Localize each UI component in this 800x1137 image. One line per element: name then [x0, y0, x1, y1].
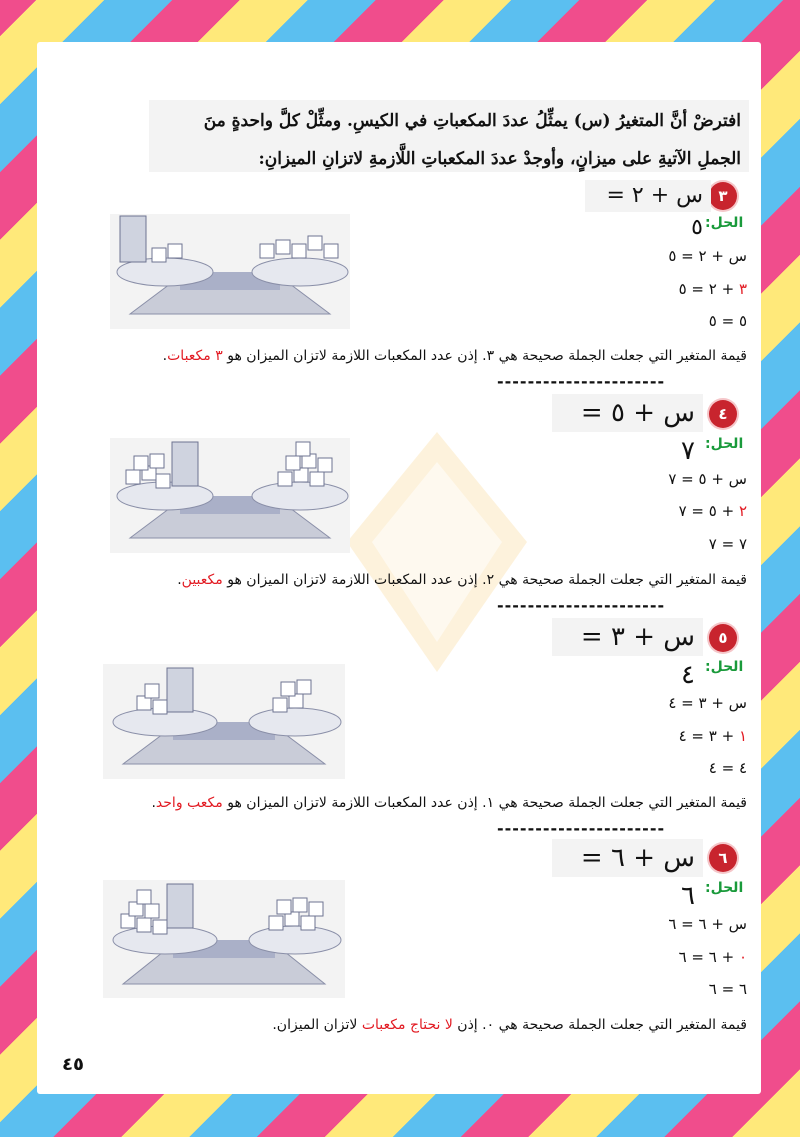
conclusion-main: قيمة المتغير التي جعلت الجملة صحيحة هي ٠. إذن: [452, 1017, 747, 1033]
dashed-divider: ----------------------: [497, 596, 666, 615]
solution-label: الحل:: [705, 659, 744, 675]
problem-number-badge: ٤: [709, 400, 737, 428]
conclusion-text: [37, 572, 747, 588]
solution-step-2: [627, 280, 747, 298]
variable-value: ٠: [738, 948, 747, 966]
step-2-rest: + ٢ = ٥: [678, 280, 739, 298]
problem-equation: س + ٣ = ٤: [552, 618, 703, 656]
step-2-rest: + ٣ = ٤: [678, 727, 739, 745]
solution-label: الحل:: [705, 436, 744, 452]
solution-step-3: ٤ = ٤: [708, 759, 747, 777]
instructions-line-1: افترضْ أنَّ المتغيرُ (س) يمثِّلُ عددَ المكعباتِ في الكيسِ. ومثِّلْ كلَّ واحدةٍ منَ: [203, 111, 741, 131]
problem-number-badge: ٣: [709, 182, 737, 210]
conclusion-answer: لا نحتاج مكعبات: [361, 1017, 453, 1033]
book-watermark-icon: [337, 422, 537, 682]
worksheet-page: [37, 42, 761, 1094]
solution-step-3: ٥ = ٥: [708, 312, 747, 330]
conclusion-text: [37, 348, 747, 364]
solution-step-3: ٦ = ٦: [708, 980, 747, 998]
problem-number-badge: ٥: [709, 624, 737, 652]
problem-number-badge: ٦: [709, 844, 737, 872]
conclusion-answer: مكعبين: [181, 572, 223, 588]
variable-value: ١: [738, 727, 747, 745]
conclusion-end: .: [177, 572, 182, 588]
conclusion-main: قيمة المتغير التي جعلت الجملة صحيحة هي ٣. إذن عدد المكعبات اللازمة لاتزان الميزان هو: [222, 348, 747, 364]
solution-label: الحل:: [705, 880, 744, 896]
instructions: [149, 100, 749, 172]
conclusion-answer: ٣ مكعبات: [167, 348, 223, 364]
solution-label: الحل:: [705, 215, 744, 231]
balance-scale-image: [103, 664, 345, 779]
problem-equation: س + ٦ = ٦: [552, 839, 703, 877]
conclusion-end: .: [162, 348, 168, 364]
conclusion-main: قيمة المتغير التي جعلت الجملة صحيحة هي ١. إذن عدد المكعبات اللازمة لاتزان الميزان هو: [222, 795, 747, 811]
variable-value: ٣: [738, 280, 747, 298]
conclusion-text: [37, 1017, 747, 1033]
conclusion-text: [37, 795, 747, 811]
solution-step-1: س + ٦ = ٦: [668, 915, 747, 933]
conclusion-end: .: [151, 795, 156, 811]
solution-step-1: س + ٥ = ٧: [668, 470, 747, 488]
instructions-line-2: الجملِ الآتيةِ على ميزانٍ، وأوجدْ عددَ المكعباتِ اللَّازمةِ لاتزانِ الميزانِ:: [258, 149, 741, 169]
solution-step-2: [627, 727, 747, 745]
conclusion-end: لاتزان الميزان.: [272, 1017, 362, 1033]
balance-scale-image: [110, 438, 350, 553]
variable-value: ٢: [738, 502, 747, 520]
problem-equation: س + ٢ = ٥: [585, 180, 711, 212]
solution-step-3: ٧ = ٧: [708, 535, 747, 553]
solution-step-1: س + ٣ = ٤: [668, 694, 747, 712]
solution-step-1: س + ٢ = ٥: [668, 247, 747, 265]
balance-scale-image: [103, 880, 345, 998]
step-2-rest: + ٦ = ٦: [678, 948, 739, 966]
page-number: ٤٥: [62, 1054, 84, 1075]
dashed-divider: ----------------------: [497, 372, 666, 391]
conclusion-answer: مكعب واحد: [155, 795, 223, 811]
solution-step-2: [627, 502, 747, 520]
step-2-rest: + ٥ = ٧: [678, 502, 739, 520]
balance-scale-image: [110, 214, 350, 329]
dashed-divider: ----------------------: [497, 819, 666, 838]
problem-equation: س + ٥ = ٧: [552, 394, 703, 432]
solution-step-2: [627, 948, 747, 966]
conclusion-main: قيمة المتغير التي جعلت الجملة صحيحة هي ٢. إذن عدد المكعبات اللازمة لاتزان الميزان هو: [222, 572, 747, 588]
